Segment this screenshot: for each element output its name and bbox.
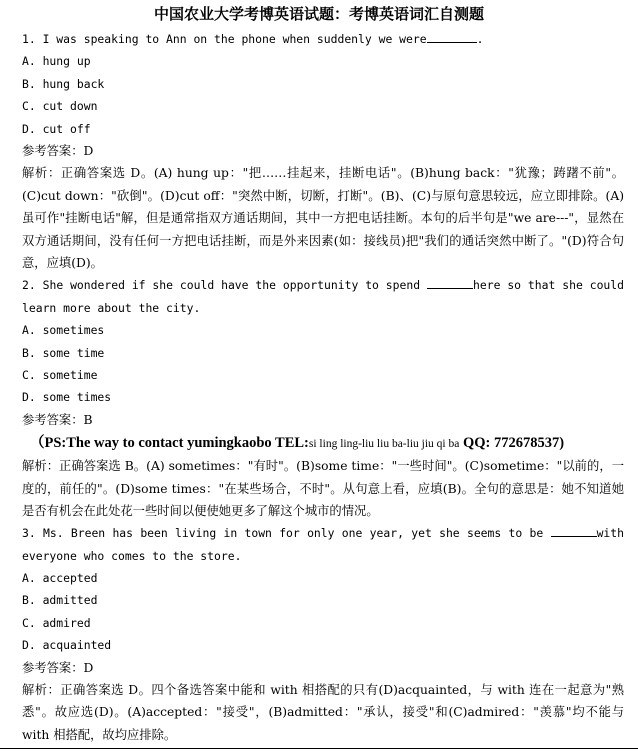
question-3-text: 3. Ms. Breen has been living in town for only one year, yet she seems to be (22, 526, 544, 541)
question-1-stem (22, 28, 624, 50)
contact-note-lead: （PS:The way to contact yumingkaobo TEL: (30, 435, 309, 452)
question-3-option-b: B. admitted (22, 593, 98, 608)
contact-qq: QQ: 772678537) (459, 435, 565, 452)
question-3-option-d: D. acquainted (22, 638, 112, 653)
page-title: 中国农业大学考博英语试题：考博英语词汇自测题 (153, 5, 484, 23)
question-3-text-end: with everyone who comes to the store. (22, 526, 624, 563)
question-3-answer: 参考答案：D (22, 660, 94, 675)
question-1-text: 1. I was speaking to Ann on the phone when suddenly we were (22, 32, 427, 46)
question-2-option-d: D. some times (22, 390, 112, 405)
question-2-option-a: A. sometimes (22, 323, 105, 338)
question-1-answer: 参考答案：D (22, 143, 94, 158)
question-1-option-d: D. cut off (22, 121, 91, 136)
question-3-option-c: C. admired (22, 615, 91, 630)
question-2-option-c: C. sometime (22, 367, 98, 382)
answer-blank (427, 30, 477, 43)
bottom-divider (0, 748, 638, 749)
answer-blank (551, 524, 597, 537)
question-2-answer: 参考答案：B (22, 412, 93, 427)
question-2-explanation: 解析：正确答案选 B。(A) sometimes："有时"。(B)some time："一些时间"。(C)sometime："以前的，一度的，前任的"。(D)some times："在某些场合，不时"。从句意上看，应填(B)。全句的意思是：她不知道她是否有机会在此处花一些时间以便使她更多了解这个城市的情况。 (22, 459, 624, 518)
question-3-stem (22, 522, 624, 567)
question-2-stem (22, 274, 624, 319)
question-1-text-end: . (476, 32, 484, 46)
question-3-explanation: 解析：正确答案选 D。四个备选答案中能和 with 相搭配的只有(D)acquainted，与 with 连在一起意为"熟悉"。故应选(D)。(A)accepted："接受"，(B)admitted："承认，接受"和(C)admired："羡慕"均不能与 with 相搭配，故均应排除。 (22, 683, 624, 742)
answer-blank (427, 276, 473, 289)
question-1-option-c: C. cut down (22, 99, 98, 114)
question-1-option-a: A. hung up (22, 54, 91, 69)
document-body (0, 28, 638, 746)
question-1-explanation: 解析：正确答案选 D。(A) hung up："把……挂起来，挂断电话"。(B)hung back："犹豫；踌躇不前"。(C)cut down："砍倒"。(D)cut off："突然中断，切断，打断"。(B)、(C)与原句意思较远，应立即排除。(A)虽可作"挂断电话"解，但是通常指双方通话期间，其中一方把电话挂断。本句的后半句是"we are---"，显然在双方通话期间，没有任何一方把电话挂断，而是外来因素(如：接线员)把"我们的通话突然中断了。"(D)符合句意，应填(D)。 (22, 166, 624, 270)
contact-note (22, 431, 624, 455)
question-2-text: 2. She wondered if she could have the opportunity to spend (22, 278, 421, 293)
question-2-option-b: B. some time (22, 345, 105, 360)
question-3-option-a: A. accepted (22, 571, 98, 586)
question-2-text-end: here so that she could learn more about the city. (22, 278, 624, 315)
contact-phone: si ling ling-liu liu ba-liu jiu qi ba (308, 438, 460, 451)
question-1-option-b: B. hung back (22, 76, 105, 91)
